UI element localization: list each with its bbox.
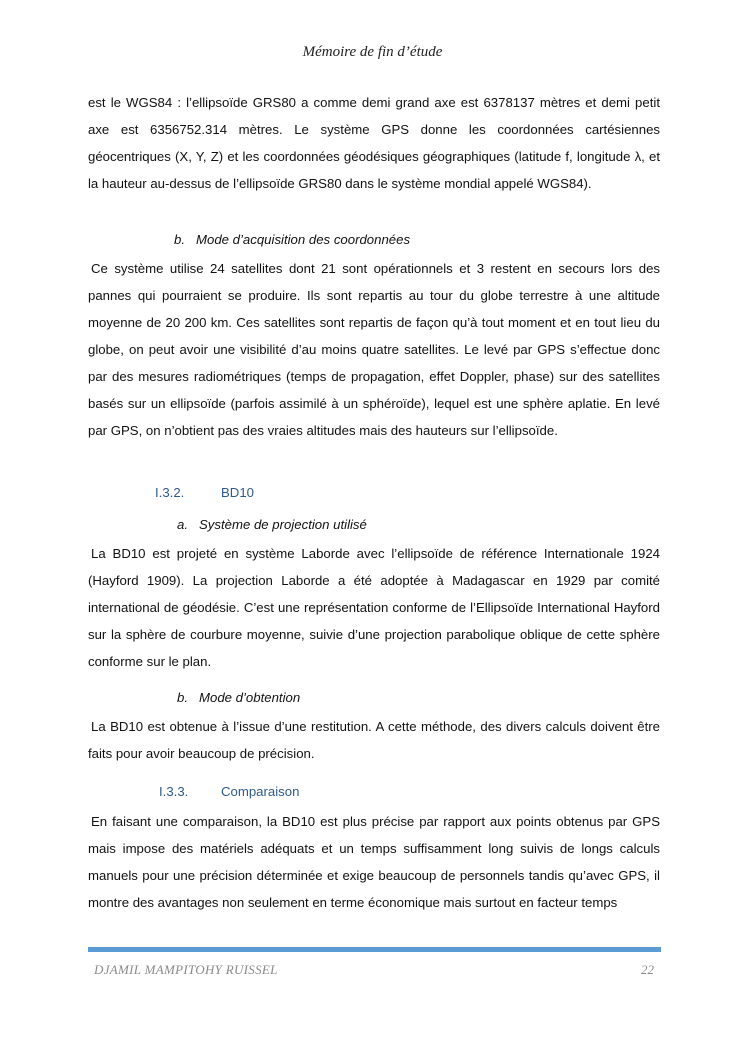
subheading-obtention	[88, 687, 660, 709]
subheading-letter: a.	[177, 517, 188, 532]
section-number: I.3.3.	[159, 784, 189, 799]
subheading-title: Système de projection utilisé	[199, 517, 367, 532]
footer-author: DJAMIL MAMPITOHY RUISSEL	[94, 962, 278, 977]
section-title: Comparaison	[221, 784, 300, 799]
subheading-letter: b.	[174, 232, 185, 247]
subheading-acquisition	[88, 229, 660, 251]
footer-divider	[88, 947, 661, 952]
section-heading-bd10	[88, 482, 660, 504]
subheading-projection	[88, 514, 660, 536]
subheading-letter: b.	[177, 690, 188, 705]
section-title: BD10	[221, 485, 254, 500]
paragraph-gps-satellites: Ce système utilise 24 satellites dont 21 sont opérationnels et 3 restent en secours lors des pannes qui pourraient se produire. Ils sont repartis au tour du globe terrestre à une altitude moyenne de 20 200 km. Ces satellites sont repartis de façon qu’à tout moment et en tout lieu du globe, on peut avoir une visibilité d’au moins quatre satellites. Le levé par GPS s’effectue donc par des mesures radiométriques (temps de propagation, effet Doppler, phase) sur des satellites basés sur un ellipsoïde (parfois assimilé à un sphéroïde), lequel est une sphère aplatie. En levé par GPS, on n’obtient pas des vraies altitudes mais des hauteurs sur l’ellipsoïde.	[88, 261, 660, 438]
paragraph-wgs84: est le WGS84 : l’ellipsoïde GRS80 a comme demi grand axe est 6378137 mètres et demi petit axe est 6356752.314 mètres. Le système GPS donne les coordonnées cartésiennes géocentriques (X, Y, Z) et les coordonnées géodésiques géographiques (latitude f, longitude λ, et la hauteur au-dessus de l’ellipsoïde GRS80 dans le système mondial appelé WGS84).	[88, 95, 660, 191]
page-number: 22	[641, 962, 654, 977]
paragraph-bd10-projection: La BD10 est projeté en système Laborde avec l’ellipsoïde de référence Internationale 1924 (Hayford 1909). La projection Laborde a été adoptée à Madagascar en 1929 par comité international de géodésie. C’est une représentation conforme de l’Ellipsoïde International Hayford sur la sphère de courbure moyenne, suivie d’une projection parabolique oblique de cette sphère conforme sur le plan.	[88, 546, 660, 669]
subheading-title: Mode d’obtention	[199, 690, 301, 705]
document-body	[88, 89, 660, 916]
section-heading-comparaison	[88, 781, 660, 803]
paragraph-comparaison: En faisant une comparaison, la BD10 est plus précise par rapport aux points obtenus par GPS mais impose des matériels adéquats et un temps suffisamment long suivis de longs calculs manuels pour une précision déterminée et exige beaucoup de personnels tandis qu’avec GPS, il montre des avantages non seulement en terme économique mais surtout en facteur temps	[88, 814, 660, 910]
section-number: I.3.2.	[155, 485, 185, 500]
paragraph-bd10-obtention: La BD10 est obtenue à l’issue d’une restitution. A cette méthode, des divers calculs doivent être faits pour avoir beaucoup de précision.	[88, 719, 660, 761]
subheading-title: Mode d’acquisition des coordonnées	[196, 232, 411, 247]
page-header-title: Mémoire de fin d’étude	[302, 44, 443, 60]
